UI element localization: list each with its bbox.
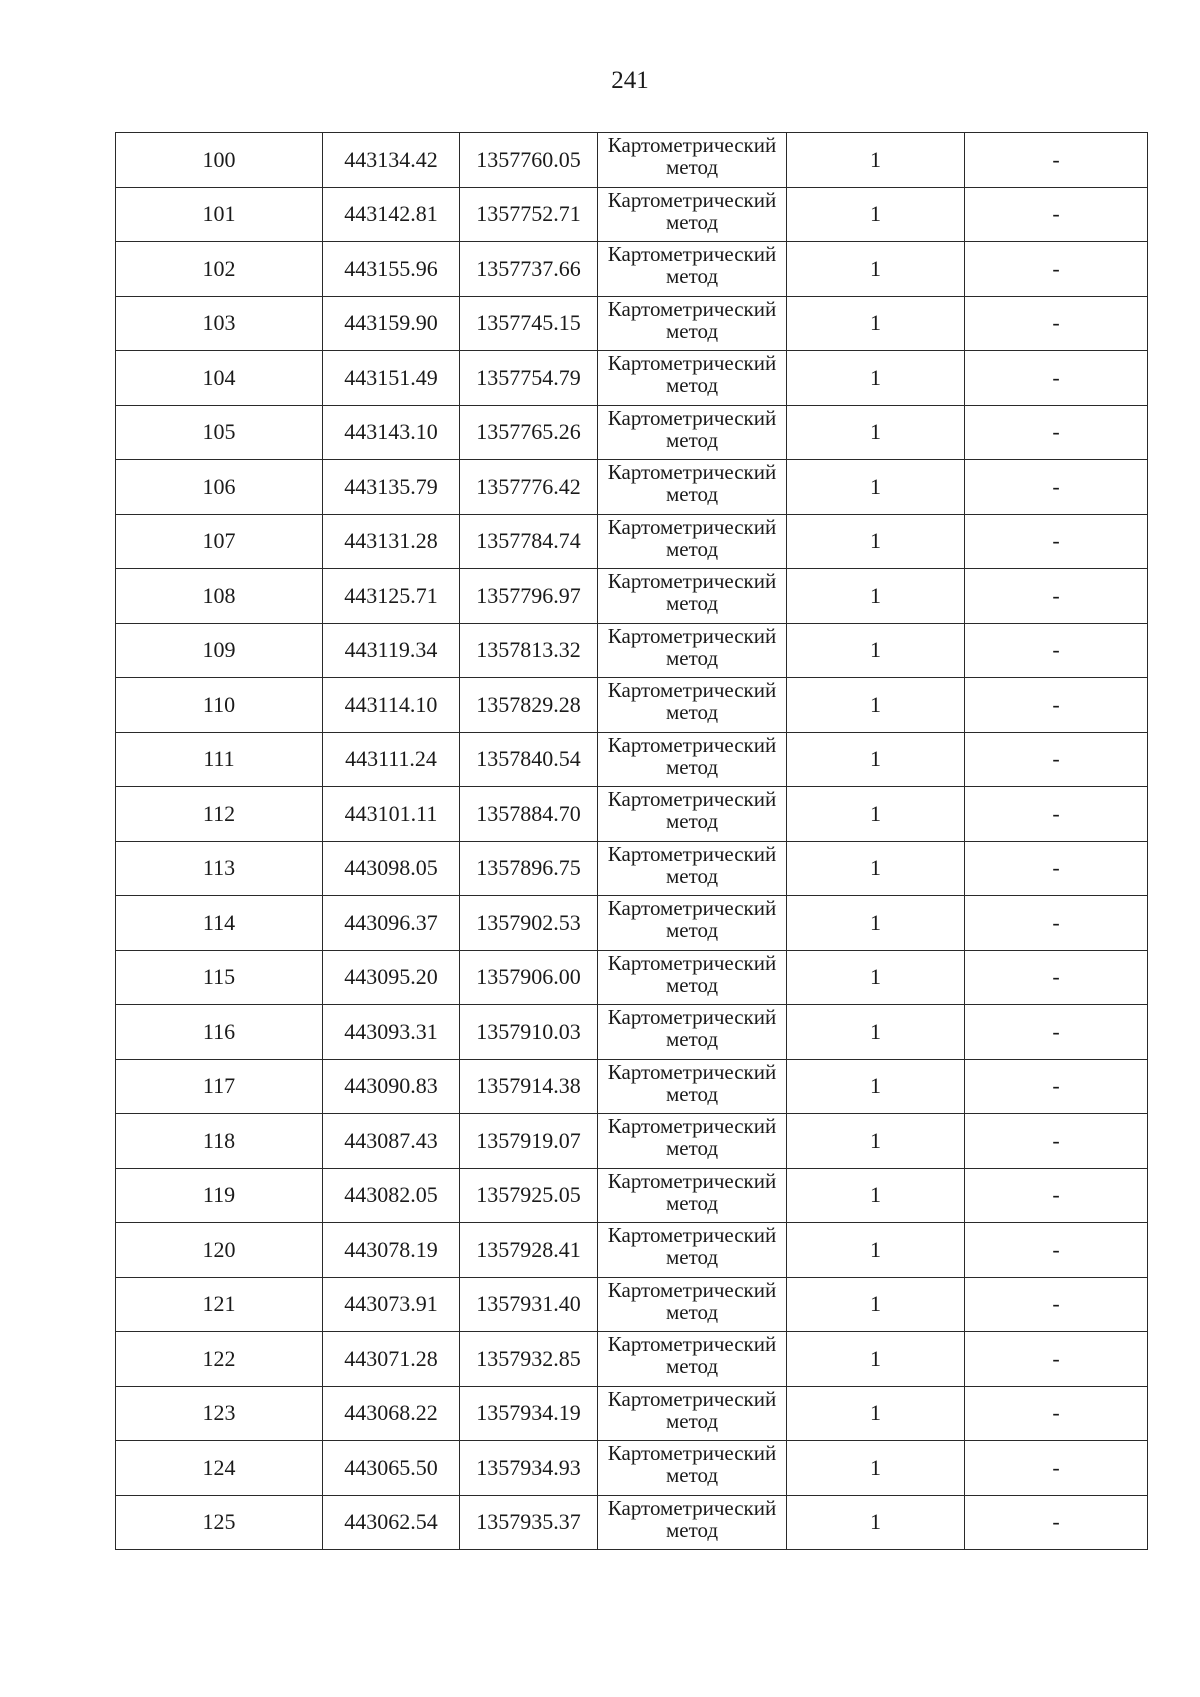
- accuracy-cell: 1: [787, 133, 965, 188]
- table-row: [116, 1223, 1148, 1278]
- y-coordinate-cell: 1357925.05: [460, 1168, 598, 1223]
- point-number-cell: 110: [116, 678, 323, 733]
- method-cell: [598, 405, 787, 460]
- method-text: Картометрический метод: [607, 1223, 777, 1269]
- method-cell: [598, 732, 787, 787]
- method-cell: [598, 1495, 787, 1550]
- y-coordinate-cell: 1357745.15: [460, 296, 598, 351]
- y-coordinate-cell: 1357752.71: [460, 187, 598, 242]
- note-cell: -: [965, 1277, 1148, 1332]
- method-text: Картометрический метод: [607, 787, 777, 833]
- method-text: Картометрический метод: [607, 296, 777, 343]
- point-number-cell: 120: [116, 1223, 323, 1278]
- x-coordinate-cell: 443098.05: [323, 841, 460, 896]
- method-text: Картометрический метод: [607, 678, 777, 724]
- note-cell: -: [965, 1495, 1148, 1550]
- point-number-cell: 109: [116, 623, 323, 678]
- table-row: [116, 678, 1148, 733]
- method-cell: [598, 1332, 787, 1387]
- point-number-cell: 108: [116, 569, 323, 624]
- accuracy-cell: 1: [787, 1059, 965, 1114]
- point-number-cell: 107: [116, 514, 323, 569]
- method-text: Картометрический метод: [607, 1168, 777, 1215]
- point-number-cell: 118: [116, 1114, 323, 1169]
- y-coordinate-cell: 1357932.85: [460, 1332, 598, 1387]
- method-text: Картометрический метод: [607, 460, 777, 506]
- accuracy-cell: 1: [787, 351, 965, 406]
- method-text: Картометрический метод: [607, 1114, 777, 1160]
- method-cell: [598, 1441, 787, 1496]
- method-cell: [598, 896, 787, 951]
- method-cell: [598, 1277, 787, 1332]
- note-cell: -: [965, 1168, 1148, 1223]
- note-cell: -: [965, 133, 1148, 188]
- method-text: Картометрический метод: [607, 950, 777, 997]
- method-cell: [598, 1168, 787, 1223]
- table-row: [116, 1168, 1148, 1223]
- table-row: [116, 187, 1148, 242]
- accuracy-cell: 1: [787, 678, 965, 733]
- method-text: Картометрический метод: [607, 187, 777, 234]
- x-coordinate-cell: 443073.91: [323, 1277, 460, 1332]
- x-coordinate-cell: 443078.19: [323, 1223, 460, 1278]
- accuracy-cell: 1: [787, 1441, 965, 1496]
- method-text: Картометрический метод: [607, 351, 777, 397]
- table-row: [116, 460, 1148, 515]
- table-row: [116, 1059, 1148, 1114]
- point-number-cell: 111: [116, 732, 323, 787]
- table-row: [116, 896, 1148, 951]
- point-number-cell: 117: [116, 1059, 323, 1114]
- accuracy-cell: 1: [787, 787, 965, 842]
- method-cell: [598, 351, 787, 406]
- method-cell: [598, 569, 787, 624]
- accuracy-cell: 1: [787, 242, 965, 297]
- point-number-cell: 112: [116, 787, 323, 842]
- method-text: Картометрический метод: [607, 1386, 777, 1433]
- accuracy-cell: 1: [787, 187, 965, 242]
- y-coordinate-cell: 1357737.66: [460, 242, 598, 297]
- y-coordinate-cell: 1357914.38: [460, 1059, 598, 1114]
- accuracy-cell: 1: [787, 1114, 965, 1169]
- y-coordinate-cell: 1357754.79: [460, 351, 598, 406]
- table-row: [116, 1495, 1148, 1550]
- table-row: [116, 514, 1148, 569]
- method-cell: [598, 787, 787, 842]
- note-cell: -: [965, 841, 1148, 896]
- x-coordinate-cell: 443155.96: [323, 242, 460, 297]
- note-cell: -: [965, 1332, 1148, 1387]
- y-coordinate-cell: 1357931.40: [460, 1277, 598, 1332]
- x-coordinate-cell: 443082.05: [323, 1168, 460, 1223]
- method-cell: [598, 1005, 787, 1060]
- note-cell: -: [965, 678, 1148, 733]
- accuracy-cell: 1: [787, 405, 965, 460]
- accuracy-cell: 1: [787, 896, 965, 951]
- accuracy-cell: 1: [787, 569, 965, 624]
- table-row: [116, 1441, 1148, 1496]
- accuracy-cell: 1: [787, 296, 965, 351]
- x-coordinate-cell: 443151.49: [323, 351, 460, 406]
- table-row: [116, 1386, 1148, 1441]
- y-coordinate-cell: 1357840.54: [460, 732, 598, 787]
- method-text: Картометрический метод: [607, 896, 777, 942]
- point-number-cell: 103: [116, 296, 323, 351]
- point-number-cell: 121: [116, 1277, 323, 1332]
- method-text: Картометрический метод: [607, 1059, 777, 1106]
- point-number-cell: 125: [116, 1495, 323, 1550]
- point-number-cell: 116: [116, 1005, 323, 1060]
- method-text: Картометрический метод: [607, 1005, 777, 1051]
- note-cell: -: [965, 514, 1148, 569]
- table-row: [116, 405, 1148, 460]
- point-number-cell: 123: [116, 1386, 323, 1441]
- point-number-cell: 105: [116, 405, 323, 460]
- x-coordinate-cell: 443062.54: [323, 1495, 460, 1550]
- y-coordinate-cell: 1357896.75: [460, 841, 598, 896]
- y-coordinate-cell: 1357928.41: [460, 1223, 598, 1278]
- method-cell: [598, 950, 787, 1005]
- point-number-cell: 115: [116, 950, 323, 1005]
- table-row: [116, 1332, 1148, 1387]
- y-coordinate-cell: 1357765.26: [460, 405, 598, 460]
- coordinates-table-body: [116, 133, 1148, 1550]
- table-row: [116, 787, 1148, 842]
- point-number-cell: 114: [116, 896, 323, 951]
- method-cell: [598, 1059, 787, 1114]
- method-cell: [598, 841, 787, 896]
- note-cell: -: [965, 569, 1148, 624]
- method-cell: [598, 1114, 787, 1169]
- page-number: 241: [611, 67, 649, 94]
- note-cell: -: [965, 242, 1148, 297]
- accuracy-cell: 1: [787, 514, 965, 569]
- method-text: Картометрический метод: [607, 732, 777, 779]
- note-cell: -: [965, 1059, 1148, 1114]
- method-text: Картометрический метод: [607, 242, 777, 288]
- point-number-cell: 104: [116, 351, 323, 406]
- note-cell: -: [965, 460, 1148, 515]
- accuracy-cell: 1: [787, 950, 965, 1005]
- table-row: [116, 1114, 1148, 1169]
- method-text: Картометрический метод: [607, 1495, 777, 1542]
- method-cell: [598, 514, 787, 569]
- note-cell: -: [965, 1114, 1148, 1169]
- note-cell: -: [965, 732, 1148, 787]
- x-coordinate-cell: 443095.20: [323, 950, 460, 1005]
- point-number-cell: 113: [116, 841, 323, 896]
- coordinates-table: [115, 132, 1148, 1550]
- accuracy-cell: 1: [787, 732, 965, 787]
- x-coordinate-cell: 443143.10: [323, 405, 460, 460]
- x-coordinate-cell: 443125.71: [323, 569, 460, 624]
- table-row: [116, 242, 1148, 297]
- x-coordinate-cell: 443071.28: [323, 1332, 460, 1387]
- note-cell: -: [965, 187, 1148, 242]
- method-cell: [598, 1386, 787, 1441]
- accuracy-cell: 1: [787, 623, 965, 678]
- accuracy-cell: 1: [787, 841, 965, 896]
- point-number-cell: 101: [116, 187, 323, 242]
- y-coordinate-cell: 1357796.97: [460, 569, 598, 624]
- x-coordinate-cell: 443065.50: [323, 1441, 460, 1496]
- y-coordinate-cell: 1357829.28: [460, 678, 598, 733]
- x-coordinate-cell: 443119.34: [323, 623, 460, 678]
- accuracy-cell: 1: [787, 1386, 965, 1441]
- method-text: Картометрический метод: [607, 514, 777, 561]
- note-cell: -: [965, 351, 1148, 406]
- note-cell: -: [965, 896, 1148, 951]
- method-text: Картометрический метод: [607, 133, 777, 179]
- note-cell: -: [965, 1386, 1148, 1441]
- x-coordinate-cell: 443142.81: [323, 187, 460, 242]
- table-row: [116, 133, 1148, 188]
- note-cell: -: [965, 950, 1148, 1005]
- y-coordinate-cell: 1357919.07: [460, 1114, 598, 1169]
- method-cell: [598, 623, 787, 678]
- x-coordinate-cell: 443135.79: [323, 460, 460, 515]
- y-coordinate-cell: 1357813.32: [460, 623, 598, 678]
- method-cell: [598, 296, 787, 351]
- point-number-cell: 124: [116, 1441, 323, 1496]
- x-coordinate-cell: 443159.90: [323, 296, 460, 351]
- y-coordinate-cell: 1357902.53: [460, 896, 598, 951]
- method-text: Картометрический метод: [607, 1332, 777, 1378]
- y-coordinate-cell: 1357906.00: [460, 950, 598, 1005]
- x-coordinate-cell: 443068.22: [323, 1386, 460, 1441]
- note-cell: -: [965, 623, 1148, 678]
- table-row: [116, 1277, 1148, 1332]
- method-cell: [598, 678, 787, 733]
- x-coordinate-cell: 443134.42: [323, 133, 460, 188]
- table-row: [116, 950, 1148, 1005]
- y-coordinate-cell: 1357760.05: [460, 133, 598, 188]
- method-cell: [598, 460, 787, 515]
- point-number-cell: 100: [116, 133, 323, 188]
- y-coordinate-cell: 1357910.03: [460, 1005, 598, 1060]
- method-text: Картометрический метод: [607, 1277, 777, 1324]
- table-row: [116, 351, 1148, 406]
- table-row: [116, 1005, 1148, 1060]
- x-coordinate-cell: 443101.11: [323, 787, 460, 842]
- y-coordinate-cell: 1357934.93: [460, 1441, 598, 1496]
- point-number-cell: 119: [116, 1168, 323, 1223]
- note-cell: -: [965, 787, 1148, 842]
- x-coordinate-cell: 443111.24: [323, 732, 460, 787]
- table-row: [116, 569, 1148, 624]
- method-cell: [598, 1223, 787, 1278]
- method-text: Картометрический метод: [607, 405, 777, 452]
- method-text: Картометрический метод: [607, 841, 777, 888]
- method-cell: [598, 133, 787, 188]
- x-coordinate-cell: 443087.43: [323, 1114, 460, 1169]
- x-coordinate-cell: 443090.83: [323, 1059, 460, 1114]
- x-coordinate-cell: 443096.37: [323, 896, 460, 951]
- x-coordinate-cell: 443093.31: [323, 1005, 460, 1060]
- accuracy-cell: 1: [787, 1168, 965, 1223]
- y-coordinate-cell: 1357884.70: [460, 787, 598, 842]
- y-coordinate-cell: 1357776.42: [460, 460, 598, 515]
- method-cell: [598, 242, 787, 297]
- accuracy-cell: 1: [787, 1223, 965, 1278]
- accuracy-cell: 1: [787, 1495, 965, 1550]
- table-row: [116, 732, 1148, 787]
- point-number-cell: 106: [116, 460, 323, 515]
- table-row: [116, 623, 1148, 678]
- note-cell: -: [965, 1005, 1148, 1060]
- method-text: Картометрический метод: [607, 1441, 777, 1487]
- table-row: [116, 296, 1148, 351]
- method-cell: [598, 187, 787, 242]
- note-cell: -: [965, 405, 1148, 460]
- x-coordinate-cell: 443114.10: [323, 678, 460, 733]
- accuracy-cell: 1: [787, 460, 965, 515]
- y-coordinate-cell: 1357934.19: [460, 1386, 598, 1441]
- accuracy-cell: 1: [787, 1332, 965, 1387]
- point-number-cell: 102: [116, 242, 323, 297]
- method-text: Картометрический метод: [607, 569, 777, 615]
- note-cell: -: [965, 1223, 1148, 1278]
- accuracy-cell: 1: [787, 1005, 965, 1060]
- table-row: [116, 841, 1148, 896]
- y-coordinate-cell: 1357784.74: [460, 514, 598, 569]
- point-number-cell: 122: [116, 1332, 323, 1387]
- x-coordinate-cell: 443131.28: [323, 514, 460, 569]
- accuracy-cell: 1: [787, 1277, 965, 1332]
- note-cell: -: [965, 1441, 1148, 1496]
- note-cell: -: [965, 296, 1148, 351]
- y-coordinate-cell: 1357935.37: [460, 1495, 598, 1550]
- method-text: Картометрический метод: [607, 623, 777, 670]
